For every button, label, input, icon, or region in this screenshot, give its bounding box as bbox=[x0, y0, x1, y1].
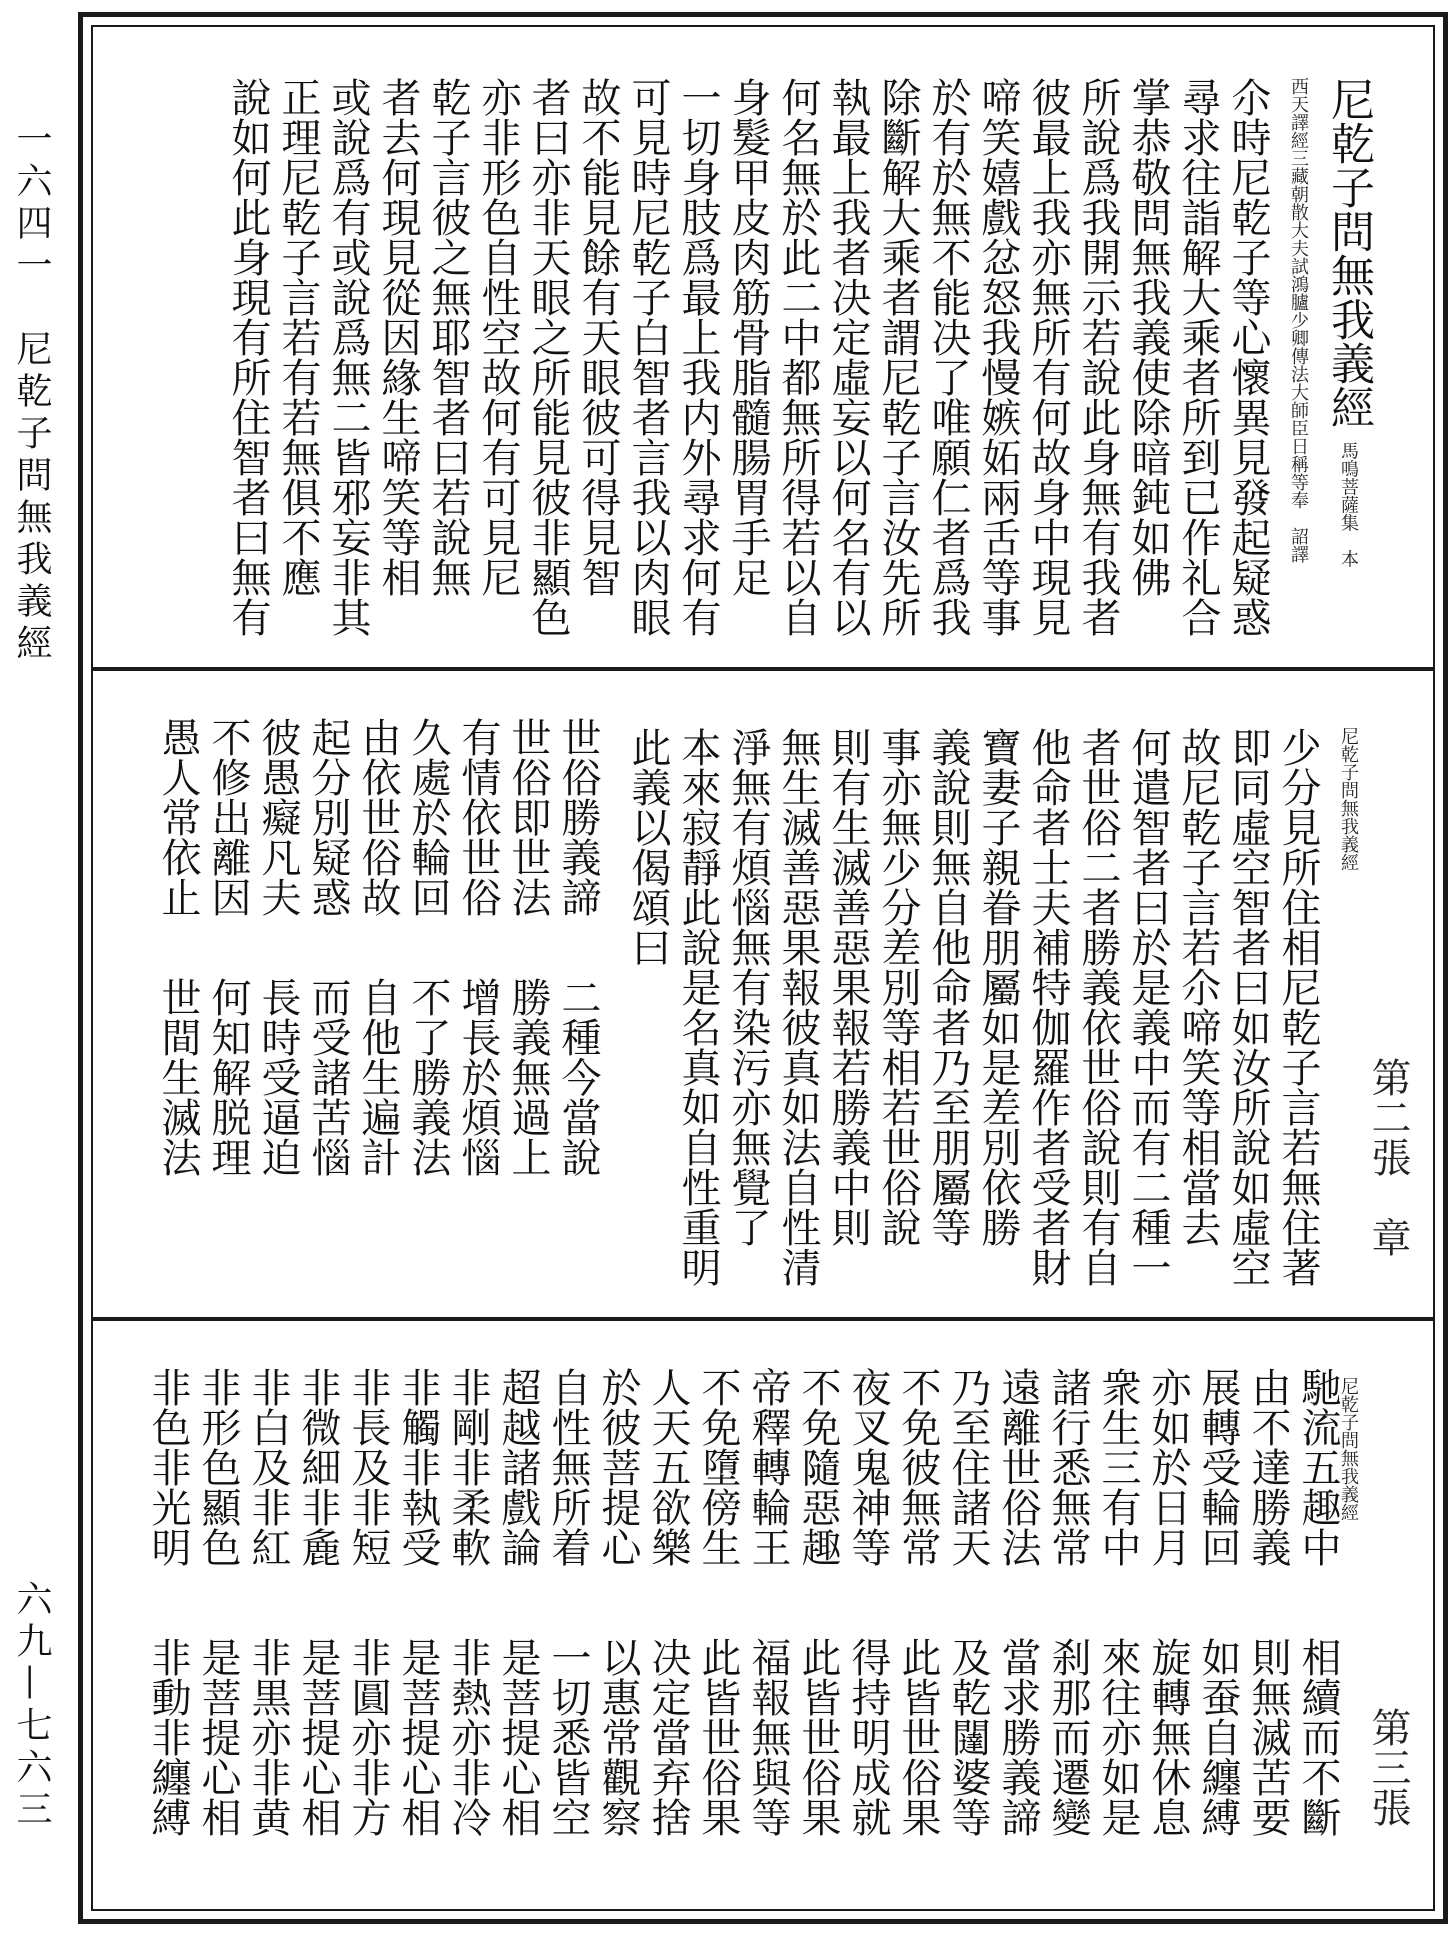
verse-line: 不修出離因 bbox=[205, 717, 251, 917]
text-line: 少分見所住相尼乾子言若無住著 bbox=[1275, 727, 1321, 1287]
verse-line: 亦如於日月 bbox=[1145, 1367, 1191, 1567]
text-line: 可見時尼乾子白智者言我以肉眼 bbox=[625, 77, 671, 637]
page-note: 第二張 章 bbox=[1365, 1057, 1411, 1257]
verse-line: 帝釋轉輪王 bbox=[745, 1367, 791, 1567]
verse-line: 此皆世俗果 bbox=[695, 1637, 741, 1837]
text-line: 執最上我者决定虛妄以何名有以 bbox=[825, 77, 871, 637]
verse-line: 超越諸戲論 bbox=[495, 1367, 541, 1567]
verse-line: 以惠常觀察 bbox=[595, 1637, 641, 1837]
verse-line: 不免墮傍生 bbox=[695, 1367, 741, 1567]
verse-line: 是菩提心相 bbox=[395, 1637, 441, 1837]
verse-line: 旋轉無休息 bbox=[1145, 1637, 1191, 1837]
verse-line: 增長於煩惱 bbox=[455, 977, 501, 1177]
verse-line: 福報無與等 bbox=[745, 1637, 791, 1837]
verse-line: 勝義無過上 bbox=[505, 977, 551, 1177]
verse-line: 此皆世俗果 bbox=[895, 1637, 941, 1837]
verse-line: 起分別疑惑 bbox=[305, 717, 351, 917]
title-note: 馬鳴菩薩集 本 bbox=[1338, 441, 1359, 568]
verse-line: 世間生滅法 bbox=[155, 977, 201, 1177]
text-line: 正理尼乾子言若有若無俱不應 bbox=[275, 77, 321, 597]
verse-line: 人天五欲樂 bbox=[645, 1367, 691, 1567]
verse-line: 自性無所着 bbox=[545, 1367, 591, 1567]
text-line: 事亦無少分差別等相若世俗說 bbox=[875, 727, 921, 1247]
verse-line: 得持明成就 bbox=[845, 1637, 891, 1837]
text-line: 彼最上我亦無所有何故身中現見 bbox=[1025, 77, 1071, 637]
verse-line: 决定當弃捨 bbox=[645, 1637, 691, 1837]
text-line: 者曰亦非天眼之所能見彼非顯色 bbox=[525, 77, 571, 637]
text-line: 無生滅善惡果報彼真如法自性清 bbox=[775, 727, 821, 1287]
panel-2 bbox=[93, 677, 1433, 1321]
verse-line: 如蚕自纏縛 bbox=[1195, 1637, 1241, 1837]
verse-line: 相續而不斷 bbox=[1295, 1637, 1341, 1837]
text-line: 一切身肢爲最上我内外尋求何有 bbox=[675, 77, 721, 637]
page-note: 第三張 bbox=[1365, 1707, 1411, 1827]
verse-line: 自他生遍計 bbox=[355, 977, 401, 1177]
text-line: 淨無有煩惱無有染污亦無覺了 bbox=[725, 727, 771, 1247]
text-line: 於有於無不能决了唯願仁者爲我 bbox=[925, 77, 971, 637]
verse-line: 非觸非執受 bbox=[395, 1367, 441, 1567]
panel-2-header-note: 尼乾子問無我義經 bbox=[1338, 727, 1359, 871]
verse-line: 不免彼無常 bbox=[895, 1367, 941, 1567]
verse-line: 彼愚癡凡夫 bbox=[255, 717, 301, 917]
text-line: 他命者士夫補特伽羅作者受者財 bbox=[1025, 727, 1071, 1287]
verse-line: 不了勝義法 bbox=[405, 977, 451, 1177]
verse-line: 二種今當說 bbox=[555, 977, 601, 1177]
verse-line: 於彼菩提心 bbox=[595, 1367, 641, 1567]
verse-line: 非剛非柔軟 bbox=[445, 1367, 491, 1567]
margin-note-bottom: 六九—七六三 bbox=[11, 1580, 52, 1832]
text-line: 所說爲我開示若說此身無有我者 bbox=[1075, 77, 1121, 637]
verse-line: 世俗勝義諦 bbox=[555, 717, 601, 917]
text-line: 義說則無自他命者乃至朋屬等 bbox=[925, 727, 971, 1247]
verse-line: 一切悉皆空 bbox=[545, 1637, 591, 1837]
text-line: 或說爲有或說爲無二皆邪妄非其 bbox=[325, 77, 371, 637]
verse-line: 夜叉鬼神等 bbox=[845, 1367, 891, 1567]
verse-line: 非色非光明 bbox=[145, 1367, 191, 1567]
panel-1-text bbox=[223, 77, 1373, 637]
text-line: 尋求往詣解大乘者所到已作礼合 bbox=[1175, 77, 1221, 637]
verse-line: 遠離世俗法 bbox=[995, 1367, 1041, 1567]
text-line: 尒時尼乾子等心懷異見發起疑惑 bbox=[1225, 77, 1271, 637]
verse-line: 展轉受輪回 bbox=[1195, 1367, 1241, 1567]
text-line: 者世俗二者勝義依世俗說則有自 bbox=[1075, 727, 1121, 1287]
text-line: 故不能見餘有天眼彼可得見智 bbox=[575, 77, 621, 597]
verse-line: 何知解脱理 bbox=[205, 977, 251, 1177]
verse-line: 久處於輪回 bbox=[405, 717, 451, 917]
text-line: 故尼乾子言若尒啼笑等相當去 bbox=[1175, 727, 1221, 1247]
verse-line: 非動非纏縛 bbox=[145, 1637, 191, 1837]
verse-line: 由不達勝義 bbox=[1245, 1367, 1291, 1567]
text-line: 何遣智者曰於是義中而有二種一 bbox=[1125, 727, 1171, 1287]
verse-line: 是菩提心相 bbox=[495, 1637, 541, 1837]
verse-line: 長時受逼迫 bbox=[255, 977, 301, 1177]
text-line: 除斷解大乘者謂尼乾子言汝先所 bbox=[875, 77, 921, 637]
panel-2-text bbox=[623, 727, 1373, 1287]
verse-line: 非圓亦非方 bbox=[345, 1637, 391, 1837]
margin-note-top: 一六四一 尼乾子問無我義經 bbox=[11, 120, 52, 666]
verse-line: 諸行悉無常 bbox=[1045, 1367, 1091, 1567]
text-line: 即同虛空智者曰如汝所說如虛空 bbox=[1225, 727, 1271, 1287]
verse-line: 刹那而遷變 bbox=[1045, 1637, 1091, 1837]
verse-line: 乃至住諸天 bbox=[945, 1367, 991, 1567]
page-frame bbox=[78, 12, 1448, 1924]
verse-line: 是菩提心相 bbox=[295, 1637, 341, 1837]
verse-line: 不免隨惡趣 bbox=[795, 1367, 841, 1567]
verse-line: 則無滅苦要 bbox=[1245, 1637, 1291, 1837]
verse-line: 非長及非短 bbox=[345, 1367, 391, 1567]
verse-line: 非微細非麁 bbox=[295, 1367, 341, 1567]
text-line: 掌恭敬問無我義使除暗鈍如佛 bbox=[1125, 77, 1171, 597]
verse-line: 而受諸苦惱 bbox=[305, 977, 351, 1177]
translator-line: 西天譯經三藏朝散大夫試鴻臚少卿傳法大師臣日稱等奉 詔譯 bbox=[1288, 77, 1309, 563]
verse-line: 非白及非紅 bbox=[245, 1367, 291, 1567]
text-line: 寶妻子親眷朋屬如是差別依勝 bbox=[975, 727, 1021, 1247]
verse-line: 當求勝義諦 bbox=[995, 1637, 1041, 1837]
verse-line: 及乾闥婆等 bbox=[945, 1637, 991, 1837]
panel-3-header-note: 尼乾子問無我義經 bbox=[1338, 1377, 1359, 1521]
verse-line: 世俗即世法 bbox=[505, 717, 551, 917]
text-line: 乾子言彼之無耶智者曰若說無 bbox=[425, 77, 471, 597]
text-line: 則有生滅善惡果報若勝義中則 bbox=[825, 727, 871, 1247]
text-line: 此義以偈頌曰 bbox=[625, 727, 671, 967]
text-line: 啼笑嬉戲忿怒我慢嫉妬兩舌等事 bbox=[975, 77, 1021, 637]
text-line: 亦非形色自性空故何有可見尼 bbox=[475, 77, 521, 597]
sutra-title: 尼乾子問無我義經 bbox=[1323, 77, 1374, 429]
verse-line: 非熱亦非冷 bbox=[445, 1637, 491, 1837]
panel-3 bbox=[93, 1327, 1433, 1897]
verse-line: 來往亦如是 bbox=[1095, 1637, 1141, 1837]
panel-1 bbox=[93, 27, 1433, 671]
verse-line: 由依世俗故 bbox=[355, 717, 401, 917]
verse-line: 馳流五趣中 bbox=[1295, 1367, 1341, 1567]
verse-line: 愚人常依止 bbox=[155, 717, 201, 917]
verse-line: 是菩提心相 bbox=[195, 1637, 241, 1837]
text-line: 說如何此身現有所住智者曰無有 bbox=[225, 77, 271, 637]
text-line: 何名無於此二中都無所得若以自 bbox=[775, 77, 821, 637]
verse-line: 非黒亦非黄 bbox=[245, 1637, 291, 1837]
text-line: 本來寂靜此說是名真如自性重明 bbox=[675, 727, 721, 1287]
text-line: 身髮甲皮肉筋骨脂髓腸胃手足 bbox=[725, 77, 771, 597]
text-line: 者去何現見從因緣生啼笑等相 bbox=[375, 77, 421, 597]
panel-1-header bbox=[1323, 77, 1373, 637]
verse-line: 此皆世俗果 bbox=[795, 1637, 841, 1837]
verse-line: 衆生三有中 bbox=[1095, 1367, 1141, 1567]
verse-line: 非形色顯色 bbox=[195, 1367, 241, 1567]
verse-line: 有情依世俗 bbox=[455, 717, 501, 917]
